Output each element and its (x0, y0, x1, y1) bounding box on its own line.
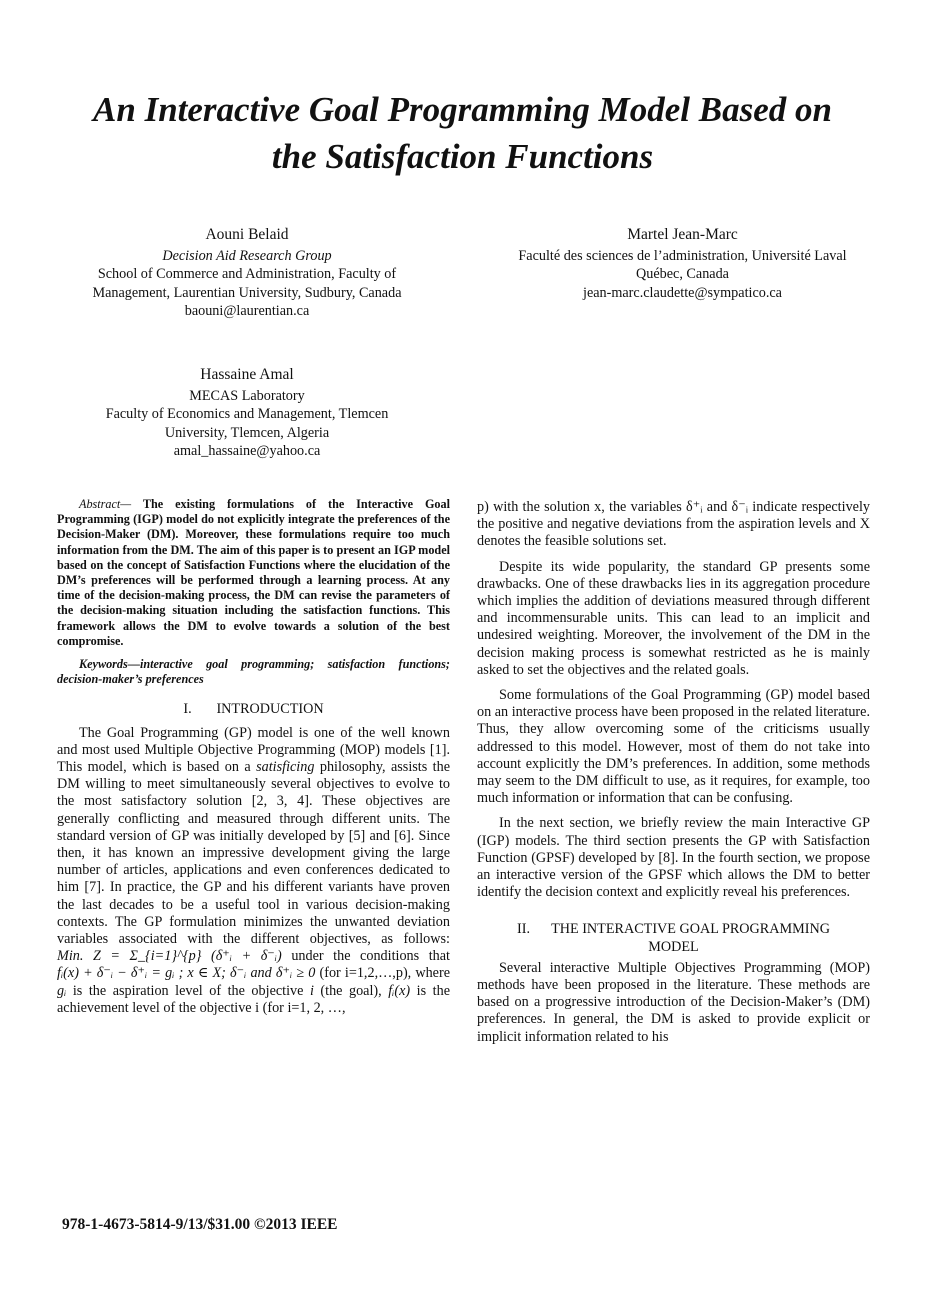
author-block-2 (490, 226, 875, 302)
section-heading-igp (477, 921, 870, 955)
abstract-text: The existing formulations of the Interactive Goal Programming (IGP) model do not explicitly integrate the preferences of the Decision-Maker (DM). Moreover, these formulations require too much information from the DM. The aim of this paper is to present an IGP model based on the concept of Satisfaction Functions where the elucidation of the DM’s preferences will be performed through a learning process. At any time of the decision-making process, the DM can revise the parameters of the decision-making situation including the satisfaction functions. This framework allows the DM to evolve towards a solution of the best compromise. (57, 497, 451, 648)
introduction-paragraph (57, 725, 450, 1017)
abstract-label: Abstract— (79, 497, 132, 511)
paragraph: p) with the solution x, the variables δ⁺ᵢ and δ⁻ᵢ indicate respectively the positive and negative deviations from the aspiration levels and X denotes the feasible solutions set. (477, 499, 870, 550)
title-line-2: the Satisfaction Functions (271, 137, 654, 176)
author-affiliation: Québec, Canada (636, 266, 729, 283)
heading-line: MODEL (648, 938, 699, 955)
section-heading-introduction: I. INTRODUCTION (183, 701, 324, 718)
title-line-1: An Interactive Goal Programming Model Based on (93, 90, 832, 129)
author-block-3 (62, 366, 432, 460)
copyright-footer: 978-1-4673-5814-9/13/$31.00 ©2013 IEEE (62, 1216, 338, 1233)
author-block-1 (62, 226, 432, 320)
emphasis: satisficing (256, 759, 315, 776)
author-affiliation: Faculty of Economics and Management, Tlemcen (105, 406, 389, 423)
author-email: baouni@laurentian.ca (184, 302, 310, 319)
constraint-formula: fᵢ(x) + δ⁻ᵢ − δ⁺ᵢ = gᵢ ; x ∈ X; δ⁻ᵢ and δ⁺ᵢ ≥ 0 (57, 965, 316, 982)
author-affiliation: MECAS Laboratory (189, 388, 305, 405)
paragraph: Some formulations of the Goal Programming (GP) model based on an interactive process have been proposed in the related literature. Thus, they allow overcoming some of the criticisms usually addressed to this model. However, most of them do not take into account explicitly the DM’s preferences. In addition, some methods may seem to the DM difficult to use, as it requires, for example, too much information or information that can be confusing. (477, 687, 870, 807)
author-name: Hassaine Amal (200, 366, 294, 383)
author-email: amal_hassaine@yahoo.ca (173, 442, 321, 459)
achievement-symbol: fᵢ(x) (388, 982, 411, 999)
left-column (57, 497, 450, 1025)
right-column (477, 499, 870, 1054)
objective-formula: Min. Z = Σ_{i=1}^{p} (δ⁺ᵢ + δ⁻ᵢ) (57, 948, 282, 965)
author-affiliation: University, Tlemcen, Algeria (164, 424, 330, 441)
text-span: under the conditions that (281, 948, 450, 965)
heading-line: II. THE INTERACTIVE GOAL PROGRAMMING (517, 921, 830, 938)
text-span: The Goal Programming (GP) model is one of the well known and most used Multiple Objective Programming (MOP) models [1]. This model, which is based on a (57, 724, 450, 776)
keywords: Keywords—interactive goal programming; satisfaction functions; decision-maker’s preferences (57, 657, 450, 687)
author-affiliation: Faculté des sciences de l’administration, Université Laval (518, 248, 847, 265)
index-symbol: i (309, 982, 314, 999)
goal-symbol: gᵢ (57, 982, 67, 999)
author-affiliation: Management, Laurentian University, Sudbury, Canada (92, 284, 402, 301)
paragraph: Several interactive Multiple Objectives Programming (MOP) methods have been proposed in the literature. These methods are based on a progressive introduction of the Decision-Maker’s (DM) preferences. In general, the DM is asked to provide explicit or implicit information related to his (477, 959, 870, 1045)
author-affiliation: School of Commerce and Administration, Faculty of (97, 266, 397, 283)
author-name: Martel Jean-Marc (627, 226, 738, 243)
author-name: Aouni Belaid (205, 226, 289, 243)
author-affiliation: Decision Aid Research Group (162, 248, 332, 265)
text-span: is the aspiration level of the objective (66, 982, 310, 999)
paper-title (40, 86, 885, 180)
text-span: (for i=1,2,…,p), where (315, 965, 451, 982)
abstract (57, 497, 450, 649)
text-span: (the goal), (313, 982, 389, 999)
author-email: jean-marc.claudette@sympatico.ca (583, 284, 782, 301)
text-span: is the achievement level of the objective i (for i=1, 2, …, (57, 982, 450, 1016)
text-span: philosophy, assists the DM willing to meet simultaneously several objectives to evolve to the most satisfactory solution [2, 3, 4]. These objectives are generally conflicting and measured through different units. The standard version of GP was initially developed by [5] and [6]. Since then, it has known an impressive development giving the large number of articles, applications and even conferences dedicated to him [7]. In practice, the GP and his different variants have proven the last decades to be a useful tool in various decision-making contexts. The GP formulation minimizes the unwanted deviation variables associated with the different objectives, as follows: (57, 759, 450, 948)
paragraph: In the next section, we briefly review the main Interactive GP (IGP) models. The third section presents the GP with Satisfaction Function (GPSF) developed by [8]. In the fourth section, we propose an interactive version of the GPSF which allows the DM to better identify the decision context and explicitly reveal his preferences. (477, 815, 870, 901)
paragraph: Despite its wide popularity, the standard GP presents some drawbacks. One of these drawbacks lies in its aggregation procedure which implies the addition of deviations measured through different and incommensurable units. This can lead to an implicit and undesired weighting. Moreover, the involvement of the DM in the decision making process is somewhat restricted as he is mainly asked to set the objectives and the related goals. (477, 558, 870, 678)
